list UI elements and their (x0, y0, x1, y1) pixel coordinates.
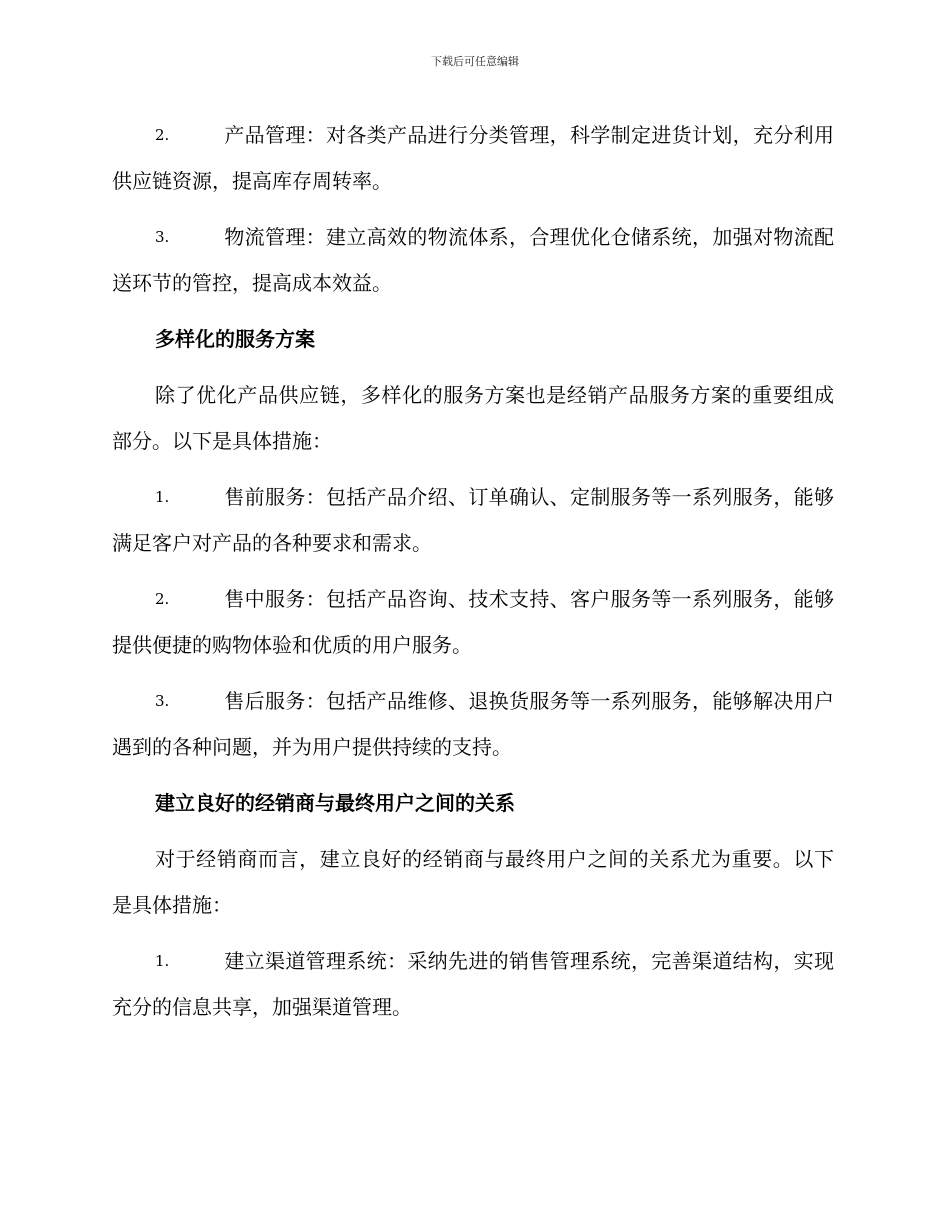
paragraph-relationship-intro: 对于经销商而言，建立良好的经销商与最终用户之间的关系尤为重要。以下是具体措施： (112, 847, 834, 917)
paragraph-services-intro: 除了优化产品供应链，多样化的服务方案也是经销产品服务方案的重要组成部分。以下是具体措施： (112, 383, 834, 453)
list-item-channel-management (112, 938, 834, 1030)
list-item-product-management (112, 112, 834, 204)
list-item-text: 售前服务：包括产品介绍、订单确认、定制服务等一系列服务，能够满足客户对产品的各种要求和需求。 (112, 485, 834, 555)
page-header: 下载后可任意编辑 (431, 55, 519, 68)
document-body (112, 112, 834, 1040)
list-number: 1. (155, 952, 170, 970)
list-item-text: 售后服务：包括产品维修、退换货服务等一系列服务，能够解决用户遇到的各种问题，并为用户提供持续的支持。 (112, 689, 834, 759)
list-number: 2. (155, 590, 170, 608)
section-heading-services: 多样化的服务方案 (155, 327, 315, 351)
list-item-text: 售中服务：包括产品咨询、技术支持、客户服务等一系列服务，能够提供便捷的购物体验和优质的用户服务。 (112, 587, 834, 657)
list-item-pre-sales (112, 474, 834, 566)
list-item-logistics-management (112, 214, 834, 306)
list-item-in-sales (112, 576, 834, 668)
list-item-text: 产品管理：对各类产品进行分类管理，科学制定进货计划，充分利用供应链资源，提高库存周转率。 (112, 123, 834, 193)
list-number: 1. (155, 488, 170, 506)
list-item-text: 物流管理：建立高效的物流体系，合理优化仓储系统，加强对物流配送环节的管控，提高成本效益。 (112, 225, 834, 295)
list-item-after-sales (112, 678, 834, 770)
list-number: 3. (155, 228, 170, 246)
list-item-text: 建立渠道管理系统：采纳先进的销售管理系统，完善渠道结构，实现充分的信息共享，加强渠道管理。 (112, 949, 834, 1019)
list-number: 2. (155, 126, 170, 144)
list-number: 3. (155, 692, 170, 710)
section-heading-relationship: 建立良好的经销商与最终用户之间的关系 (155, 791, 515, 815)
